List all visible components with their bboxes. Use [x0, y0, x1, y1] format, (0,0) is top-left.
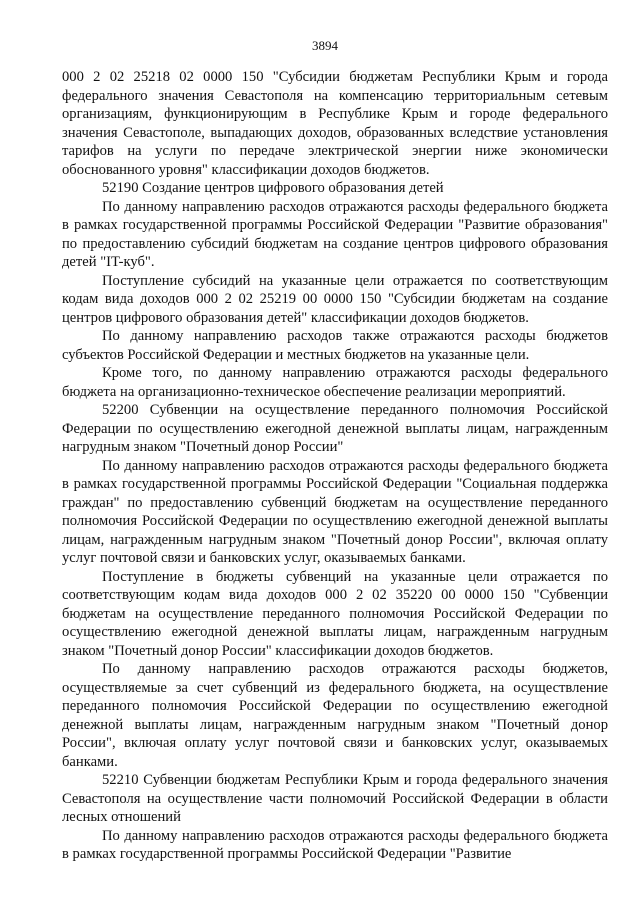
paragraph: Кроме того, по данному направлению отражаются расходы федерального бюджета на организационно-техническое обеспечение реализации мероприятий.: [62, 365, 608, 400]
paragraph: 000 2 02 25218 02 0000 150 "Субсидии бюджетам Республики Крым и города федерального значения Севастополя на компенсацию территориальным сетевым организациям, функционирующим в Республике Крым и городе федерального значения Севастополе, выпадающих доходов, образованных вследствие установления тарифов на услуги по передаче электрической энергии ниже экономически обоснованного уровня" классификации доходов бюджетов.: [62, 69, 608, 178]
paragraph: Поступление в бюджеты субвенций на указанные цели отражается по соответствующим кодам вида доходов 000 2 02 35220 00 0000 150 "Субвенции бюджетам на осуществление переданного полномочия Российской Федерации по осуществлению ежегодной денежной выплаты лицам, награжденным нагрудным знаком "Почетный донор России" классификации доходов бюджетов.: [62, 568, 608, 659]
page-number: 3894: [312, 38, 338, 53]
paragraph: По данному направлению расходов отражаются расходы федерального бюджета в рамках государственной программы Российской Федерации "Развитие образования" по предоставлению субсидий бюджетам на создание центров цифрового образования детей "IT-куб".: [62, 198, 608, 270]
paragraph: По данному направлению расходов отражаются расходы бюджетов, осуществляемые за счет субвенций из федерального бюджета, на осуществление переданного полномочия Российской Федерации по осуществлению ежегодной денежной выплаты лицам, награжденным нагрудным знаком "Почетный донор России", включая оплату услуг почтовой связи и банковских услуг, оказываемых банками.: [62, 661, 608, 770]
paragraph: По данному направлению расходов отражаются расходы федерального бюджета в рамках государственной программы Российской Федерации "Развитие: [62, 827, 608, 862]
paragraph: 52210 Субвенции бюджетам Республики Крым и города федерального значения Севастополя на осуществление части полномочий Российской Федерации в области лесных отношений: [62, 772, 608, 825]
paragraph: По данному направлению расходов также отражаются расходы бюджетов субъектов Российской Федерации и местных бюджетов на указанные цели.: [62, 328, 608, 363]
paragraph: Поступление субсидий на указанные цели отражается по соответствующим кодам вида доходов 000 2 02 25219 00 0000 150 "Субсидии бюджетам на создание центров цифрового образования детей" классификации доходов бюджетов.: [62, 272, 608, 326]
paragraph: 52190 Создание центров цифрового образования детей: [102, 180, 444, 196]
paragraph: По данному направлению расходов отражаются расходы федерального бюджета в рамках государственной программы Российской Федерации "Социальная поддержка граждан" по предоставлению субвенций бюджетам на осуществление переданного полномочия Российской Федерации по осуществлению ежегодной денежной выплаты лицам, награжденным нагрудным знаком "Почетный донор России", включая оплату услуг почтовой связи и банковских услуг, оказываемых банками.: [62, 457, 608, 566]
document-body: [62, 68, 608, 864]
paragraph: 52200 Субвенции на осуществление переданного полномочия Российской Федерации по осуществлению ежегодной денежной выплаты лицам, награжденным нагрудным знаком "Почетный донор России": [62, 402, 608, 455]
